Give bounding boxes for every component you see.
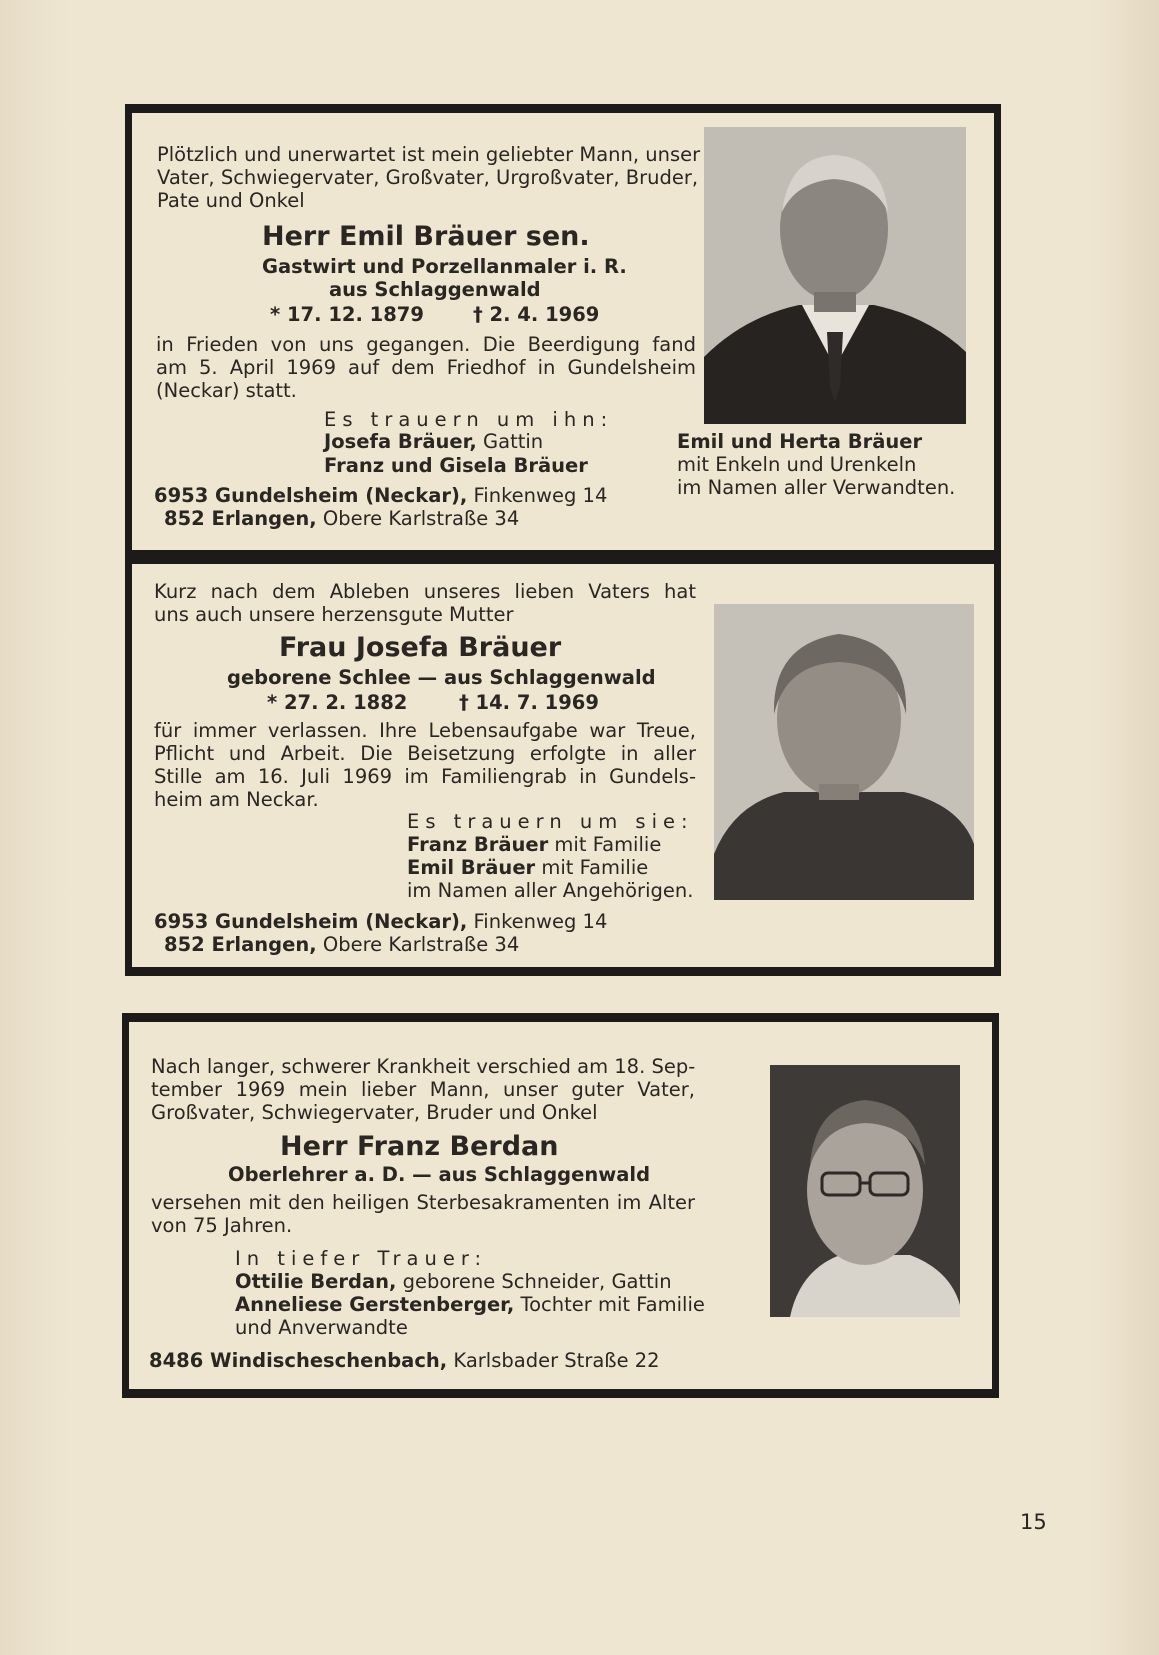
obituary-emil-braeuer	[125, 113, 1001, 550]
intro-line: Großvater, Schwiegervater, Bruder und Onkel	[151, 1101, 598, 1124]
address-city: 852 Erlangen,	[164, 507, 317, 530]
mourner-name: Franz Bräuer	[407, 833, 549, 856]
mourner-name: Emil Bräuer	[407, 856, 536, 879]
deceased-name: Frau Josefa Bräuer	[279, 632, 562, 663]
portrait-photo	[704, 127, 966, 424]
death-date: † 2. 4. 1969	[473, 303, 600, 326]
portrait-man-glasses-silhouette	[770, 1065, 960, 1317]
birth-date: * 27. 2. 1882	[267, 691, 408, 714]
occupation: Gastwirt und Porzellanmaler i. R.	[262, 255, 627, 278]
mourners-heading: Es trauern um ihn:	[324, 408, 614, 431]
birth-date: * 17. 12. 1879	[270, 303, 424, 326]
mourner-name: Ottilie Berdan,	[235, 1270, 397, 1293]
address	[164, 933, 519, 957]
address	[149, 1349, 660, 1373]
body-line: heim am Neckar.	[154, 788, 319, 811]
intro-line: uns auch unsere herzensgute Mutter	[154, 603, 514, 626]
mourners-heading: Es trauern um sie:	[407, 810, 694, 833]
top-rule	[125, 104, 1001, 113]
portrait-woman-silhouette	[714, 604, 974, 900]
address	[164, 507, 519, 531]
body-line: am 5. April 1969 auf dem Friedhof in Gundelsheim	[156, 356, 696, 379]
address-street: Obere Karlstraße 34	[316, 507, 520, 530]
mourner	[407, 833, 661, 857]
intro-line: Vater, Schwiegervater, Großvater, Urgroßvater, Bruder,	[157, 166, 699, 189]
deceased-name: Herr Franz Berdan	[280, 1131, 559, 1162]
intro-line: Plötzlich und unerwartet ist mein geliebter Mann, unser	[157, 143, 701, 166]
mourner-relation: Gattin	[476, 430, 544, 453]
address-street: Finkenweg 14	[467, 910, 608, 933]
mourner-line: im Namen aller Verwandten.	[677, 476, 956, 499]
address-city: 8486 Windischeschenbach,	[149, 1349, 448, 1372]
mourner	[324, 430, 543, 454]
mourner	[407, 856, 648, 880]
page-number: 15	[1020, 1510, 1047, 1534]
mourner-relation: mit Familie	[535, 856, 649, 879]
address	[154, 484, 607, 508]
address-city: 852 Erlangen,	[164, 933, 317, 956]
intro-line: tember 1969 mein lieber Mann, unser guter Vater,	[151, 1078, 695, 1101]
top-rule	[122, 1013, 999, 1022]
body-line: (Neckar) statt.	[156, 379, 297, 402]
mourner	[235, 1270, 672, 1294]
obituary-franz-berdan	[122, 1022, 999, 1389]
body-line: für immer verlassen. Ihre Lebensaufgabe war Treue,	[154, 719, 696, 742]
portrait-man-silhouette	[704, 127, 966, 424]
body-line: von 75 Jahren.	[151, 1214, 293, 1237]
mourner-name: Josefa Bräuer,	[324, 430, 477, 453]
intro-line: Pate und Onkel	[157, 189, 305, 212]
obituary-josefa-braeuer	[125, 564, 1001, 967]
mourner-relation: Tochter mit Familie	[514, 1293, 705, 1316]
death-date: † 14. 7. 1969	[459, 691, 599, 714]
intro-line: Kurz nach dem Ableben unseres lieben Vaters hat	[154, 580, 696, 603]
mourner-name: Anneliese Gerstenberger,	[235, 1293, 515, 1316]
address-street: Karlsbader Straße 22	[447, 1349, 660, 1372]
portrait-photo	[770, 1065, 960, 1317]
body-line: Stille am 16. Juli 1969 im Familiengrab in Gundels-	[154, 765, 696, 788]
mourner-line: und Anverwandte	[235, 1316, 408, 1339]
mourner-line: im Namen aller Angehörigen.	[407, 879, 694, 902]
portrait-photo	[714, 604, 974, 900]
address-street: Obere Karlstraße 34	[316, 933, 520, 956]
bottom-rule	[125, 967, 1001, 976]
mourner-line: mit Enkeln und Urenkeln	[677, 453, 917, 476]
origin: aus Schlaggenwald	[329, 278, 541, 301]
body-line: versehen mit den heiligen Sterbesakramenten im Alter	[151, 1191, 695, 1214]
intro-line: Nach langer, schwerer Krankheit verschied am 18. Sep-	[151, 1055, 696, 1078]
mourner-relation: mit Familie	[548, 833, 662, 856]
address-city: 6953 Gundelsheim (Neckar),	[154, 484, 468, 507]
occupation-origin: Oberlehrer a. D. — aus Schlaggenwald	[228, 1163, 651, 1186]
mourners-heading: In tiefer Trauer:	[235, 1247, 488, 1270]
address-city: 6953 Gundelsheim (Neckar),	[154, 910, 468, 933]
top-rule	[125, 555, 1001, 564]
maiden-name-origin: geborene Schlee — aus Schlaggenwald	[227, 666, 656, 689]
body-line: Pflicht und Arbeit. Die Beisetzung erfolgte in aller	[154, 742, 696, 765]
mourner-name: Franz und Gisela Bräuer	[324, 454, 588, 477]
mourner-relation: geborene Schneider, Gattin	[396, 1270, 672, 1293]
mourner-name: Emil und Herta Bräuer	[677, 430, 923, 453]
bottom-rule	[122, 1389, 999, 1398]
address	[154, 910, 607, 934]
body-line: in Frieden von uns gegangen. Die Beerdigung fand	[156, 333, 696, 356]
deceased-name: Herr Emil Bräuer sen.	[262, 221, 590, 252]
mourner	[235, 1293, 705, 1317]
address-street: Finkenweg 14	[467, 484, 608, 507]
